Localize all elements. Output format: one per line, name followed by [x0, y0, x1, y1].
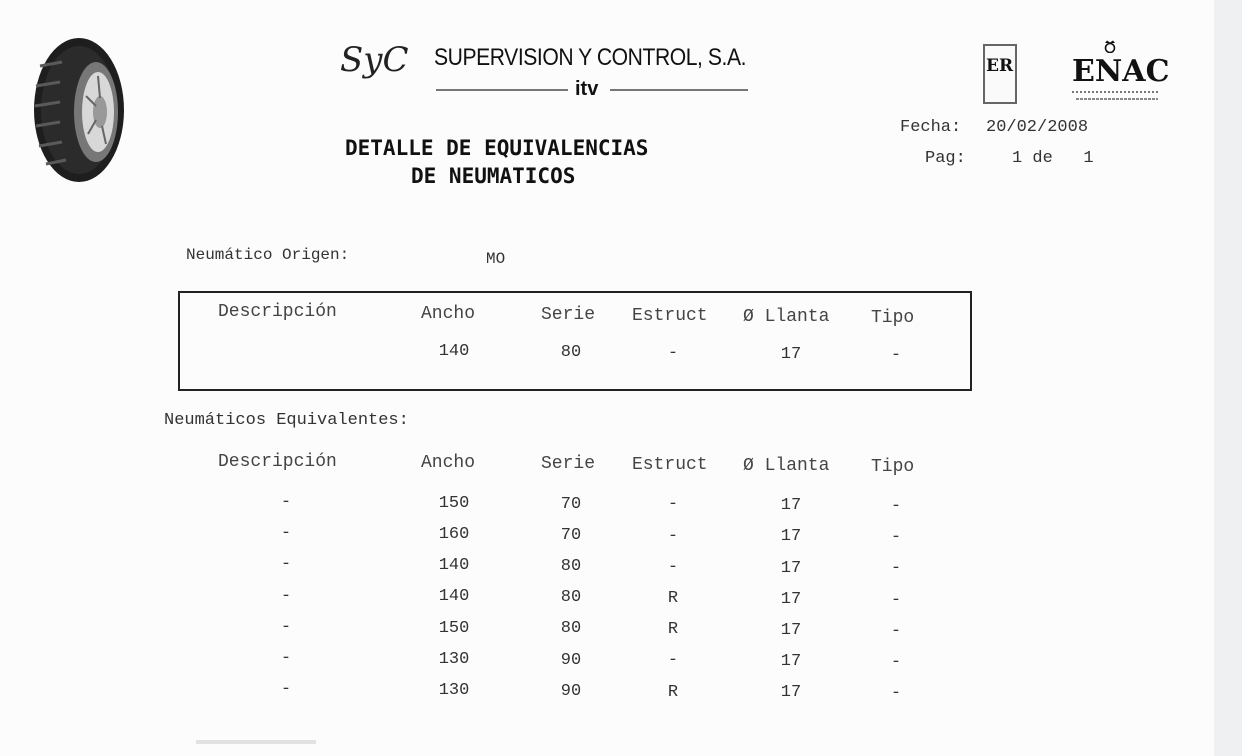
- cell-descripcion: -: [280, 493, 292, 512]
- cell-serie: 70: [560, 495, 582, 514]
- cell-tipo: -: [890, 684, 902, 703]
- col-tipo: Tipo: [871, 308, 915, 328]
- cell-descripcion: -: [280, 649, 292, 668]
- col-serie: Serie: [541, 305, 596, 325]
- cell-serie: 90: [560, 682, 582, 701]
- fecha-value: 20/02/2008: [986, 118, 1089, 137]
- col-estruct: Estruct: [632, 306, 708, 326]
- cell-descripcion: -: [280, 680, 292, 699]
- itv-logo: itv: [575, 78, 599, 100]
- cell-estruct: -: [667, 527, 679, 546]
- document-title: DETALLE DE EQUIVALENCIAS: [345, 136, 649, 160]
- cell-llanta: 17: [780, 496, 802, 515]
- cell-llanta: 17: [780, 345, 802, 364]
- cell-ancho: 140: [438, 587, 470, 606]
- cell-tipo: -: [890, 497, 902, 516]
- cell-descripcion: -: [280, 587, 292, 606]
- cell-llanta: 17: [780, 621, 802, 640]
- equivalents-label: Neumáticos Equivalentes:: [164, 411, 409, 430]
- cell-estruct: -: [667, 651, 679, 670]
- er-logo-text: ER: [986, 56, 1014, 76]
- origin-label: Neumático Origen:: [186, 246, 350, 264]
- cell-serie: 80: [560, 619, 582, 638]
- col-descripcion: Descripción: [218, 452, 337, 472]
- col-serie: Serie: [541, 454, 596, 474]
- col-ancho: Ancho: [421, 453, 476, 473]
- col-ancho: Ancho: [421, 304, 476, 324]
- cell-estruct: -: [667, 558, 679, 577]
- cell-tipo: -: [890, 622, 902, 641]
- col-tipo: Tipo: [871, 457, 915, 477]
- cell-ancho: 150: [438, 494, 470, 513]
- divider-line: [436, 89, 568, 91]
- cell-llanta: 17: [780, 683, 802, 702]
- cell-llanta: 17: [780, 527, 802, 546]
- company-name: SUPERVISION Y CONTROL, S.A.: [434, 44, 747, 71]
- cell-descripcion: -: [280, 555, 292, 574]
- enac-logo: ENAC: [1072, 54, 1170, 89]
- col-llanta: Ø Llanta: [743, 307, 830, 327]
- divider-line: [610, 89, 748, 91]
- cell-estruct: R: [667, 683, 679, 702]
- col-estruct: Estruct: [632, 455, 708, 475]
- cell-tipo: -: [890, 653, 902, 672]
- cell-estruct: R: [667, 589, 679, 608]
- cell-descripcion: -: [280, 618, 292, 637]
- cell-ancho: 140: [438, 556, 470, 575]
- cell-serie: 80: [560, 343, 582, 362]
- cell-tipo: -: [890, 528, 902, 547]
- cell-tipo: -: [890, 591, 902, 610]
- cell-estruct: -: [667, 344, 679, 363]
- cell-estruct: -: [667, 495, 679, 514]
- col-descripcion: Descripción: [218, 302, 337, 322]
- cell-llanta: 17: [780, 559, 802, 578]
- crown-icon: [1102, 40, 1118, 53]
- pag-label: Pag:: [925, 149, 966, 168]
- cell-ancho: 160: [438, 525, 470, 544]
- company-logo: SyC: [340, 40, 409, 80]
- cell-tipo: -: [890, 559, 902, 578]
- fecha-label: Fecha:: [900, 118, 962, 137]
- origin-value: MO: [486, 250, 506, 268]
- cell-llanta: 17: [780, 652, 802, 671]
- cell-ancho: 140: [438, 342, 470, 361]
- page-edge: [1214, 0, 1242, 756]
- cell-llanta: 17: [780, 590, 802, 609]
- cell-serie: 80: [560, 557, 582, 576]
- col-llanta: Ø Llanta: [743, 456, 830, 476]
- pag-value: 1 de 1: [1012, 149, 1094, 168]
- cell-descripcion: -: [280, 524, 292, 543]
- scan-mark: [196, 740, 316, 744]
- cell-ancho: 150: [438, 619, 470, 638]
- cell-ancho: 130: [438, 650, 470, 669]
- document-subtitle: DE NEUMATICOS: [411, 164, 576, 188]
- cell-tipo: -: [890, 346, 902, 365]
- tire-image: [32, 36, 126, 184]
- cell-serie: 80: [560, 588, 582, 607]
- cell-serie: 70: [560, 526, 582, 545]
- cell-serie: 90: [560, 651, 582, 670]
- enac-subtext-lines: [1072, 90, 1162, 102]
- cell-estruct: R: [667, 620, 679, 639]
- cell-ancho: 130: [438, 681, 470, 700]
